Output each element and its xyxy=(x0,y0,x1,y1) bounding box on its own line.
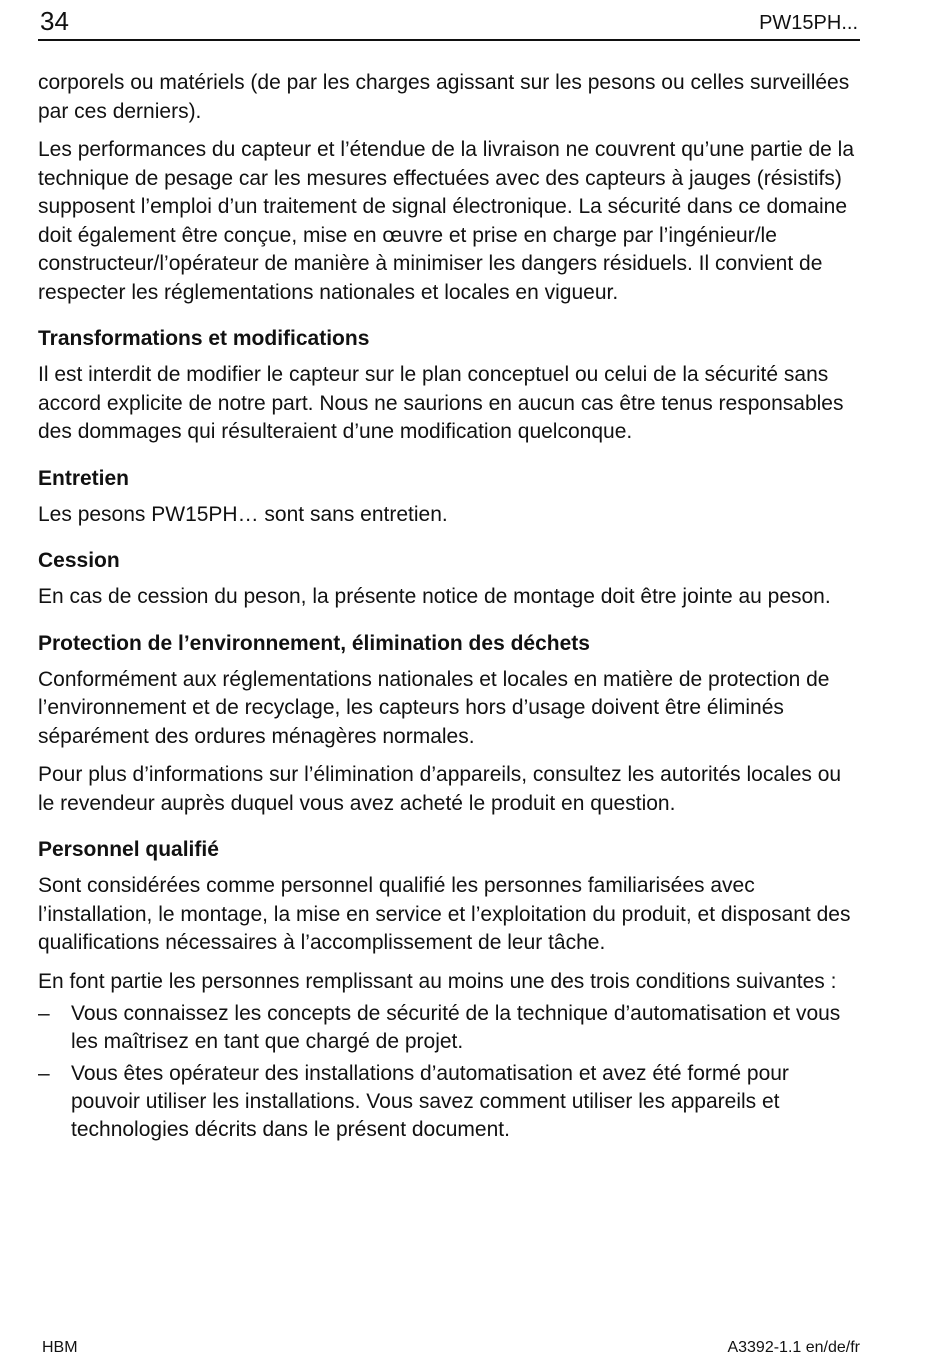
heading-personnel: Personnel qualifié xyxy=(38,838,219,861)
list-item xyxy=(38,1060,863,1144)
heading-cession: Cession xyxy=(38,549,120,572)
list-item-text: Vous connaissez les concepts de sécurité de la technique d’automatisation et vous les maîtrisez en tant que chargé de projet. xyxy=(71,1002,841,1053)
environnement-paragraph-1: Conformément aux réglementations nationales et locales en matière de protection de l’environnement et de recyclage, les capteurs hors d’usage doivent être éliminés séparément des ordures ménagères normales. xyxy=(38,667,830,748)
intro-paragraph-2: Les performances du capteur et l’étendue de la livraison ne couvrent qu’une partie de la technique de pesage car les mesures effectuées avec des capteurs à jauges (résistifs) supposent l’emploi d’un traitement de signal électronique. La sécurité dans ce domaine doit également être conçue, mise en œuvre et prise en charge par l’ingénieur/le constructeur/l’opérateur de manière à minimiser les dangers résiduels. Il convient de respecter les réglementations nationales et locales en vigueur. xyxy=(38,138,855,304)
page-header xyxy=(38,0,860,41)
page-body xyxy=(38,69,863,1148)
document-title: PW15PH... xyxy=(759,12,858,34)
footer-company: HBM xyxy=(42,1339,78,1356)
entretien-paragraph: Les pesons PW15PH… sont sans entretien. xyxy=(38,502,448,526)
list-item xyxy=(38,1000,863,1056)
list-item-text: Vous êtes opérateur des installations d’automatisation et avez été formé pour pouvoir utiliser les installations. Vous savez comment utiliser les appareils et technologies décrits dans le présent document. xyxy=(71,1062,789,1141)
footer-document-code: A3392-1.1 en/de/fr xyxy=(727,1339,860,1356)
heading-entretien: Entretien xyxy=(38,466,130,490)
personnel-paragraph-1: Sont considérées comme personnel qualifié les personnes familiarisées avec l’installation, le montage, la mise en service et l’exploitation du produit, et disposant des qualifications nécessaires à l’accomplissement de leur tâche. xyxy=(38,874,851,954)
conditions-list xyxy=(38,1000,863,1144)
transformations-paragraph: Il est interdit de modifier le capteur sur le plan conceptuel ou celui de la sécurité sans accord explicite de notre part. Nous ne saurions en aucun cas être tenus responsables des dommages qui résulteraient d’une modification quelconque. xyxy=(38,363,844,443)
cession-paragraph: En cas de cession du peson, la présente notice de montage doit être jointe au peson. xyxy=(38,585,831,608)
page-number: 34 xyxy=(40,6,69,36)
environnement-paragraph-2: Pour plus d’informations sur l’élimination d’appareils, consultez les autorités locales ou le revendeur auprès duquel vous avez acheté le produit en question. xyxy=(38,763,842,815)
personnel-paragraph-2: En font partie les personnes remplissant au moins une des trois conditions suivantes : xyxy=(38,969,837,993)
heading-transformations: Transformations et modifications xyxy=(38,327,370,350)
heading-environnement: Protection de l’environnement, élimination des déchets xyxy=(38,631,590,655)
intro-paragraph-1: corporels ou matériels (de par les charges agissant sur les pesons ou celles surveillées par ces derniers). xyxy=(38,71,850,123)
page-footer xyxy=(38,1336,860,1360)
dash-bullet: – xyxy=(38,1062,50,1085)
dash-bullet: – xyxy=(38,1002,50,1025)
